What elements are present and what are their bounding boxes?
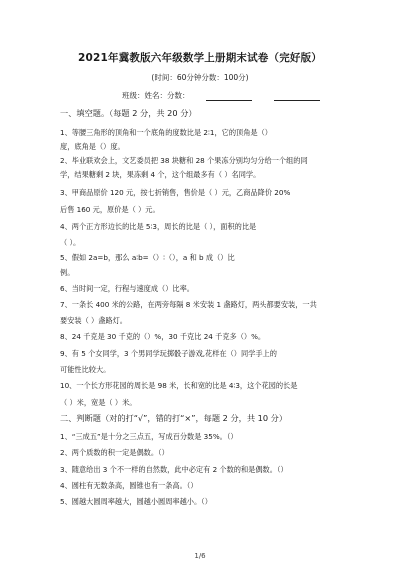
question-line: 例。 [60,268,75,277]
exam-title: 2021年冀教版六年级数学上册期末试卷（完好版） [77,52,323,64]
student-info-row [122,90,320,101]
question-line: （ ）。 [60,238,81,247]
question-line: 4、圆柱有无数条高，圆锥也有一条高。（） [60,481,198,490]
page-number: 1/6 [194,552,206,560]
question-line: 学，结果糖剩 2 块，果冻剩 4 个，这个组最多有（ ）名同学。 [60,170,261,179]
name-label: 姓名： [144,91,167,100]
answer-blank-2 [274,92,320,101]
question-line: 7、一条长 400 米的公路，在两旁每隔 8 米安装 1 盏路灯，两头都要安装，一共 [60,300,317,309]
section-2-title: 二、判断题（对的打“√”，错的打“×”，每题 2 分，共 10 分） [60,413,288,423]
answer-blank-1 [206,92,252,101]
question-line: （ ）米，宽是（ ）米。 [60,398,137,407]
class-label: 班级： [122,91,145,100]
question-line: 9、有 5 个女同学，3 个男同学玩掷骰子游戏,花样在（）同学手上的 [60,349,277,358]
question-line: 要安装（ ）盏路灯。 [60,316,127,325]
section-1-title: 一、填空题。（每题 2 分，共 20 分） [60,108,197,118]
question-line: 2、毕业联欢会上，文艺委员把 38 块糖和 28 个果冻分别均匀分给一个组的同 [60,156,308,165]
question-line: 2、两个质数的积一定是偶数。（） [60,448,169,457]
question-line: 后售 160 元，原价是（ ）元。 [60,205,160,214]
question-line: 可能性比较大。 [60,365,111,374]
question-line: 6、当时间一定，行程与速度成（）比率。 [60,284,194,293]
question-line: 4、两个正方形边长的比是 5∶3，周长的比是（ ），面积的比是 [60,222,257,231]
question-line: 1、“三成五”是十分之三点五，写成百分数是 35%。（） [60,432,238,441]
question-line: 度，底角是（）度。 [60,142,125,151]
question-line: 1、等腰三角形的顶角和一个底角的度数比是 2∶1，它的顶角是（） [60,128,272,137]
exam-subtitle: (时间：60分钟分数：100分) [151,73,249,82]
score-label: 分数： [167,91,190,100]
question-line: 3、甲商品原价 120 元，按七折销售，售价是（ ）元，乙商品降价 20% [60,188,291,197]
question-line: 3、随意给出 3 个不一样的自然数，此中必定有 2 个数的和是偶数。（） [60,465,288,474]
question-line: 5、圆越大圆周率越大，圆越小圆周率越小。（） [60,497,212,506]
question-line: 5、假如 2a=b，那么 a∶b=（）∶（），a 和 b 成（）比 [60,253,235,262]
question-line: 8、24 千克是 30 千克的（）%，30 千克比 24 千克多（）%。 [60,332,266,341]
question-line: 10、一个长方形花园的周长是 98 米，长和宽的比是 4∶3，这个花园的长是 [60,381,298,390]
